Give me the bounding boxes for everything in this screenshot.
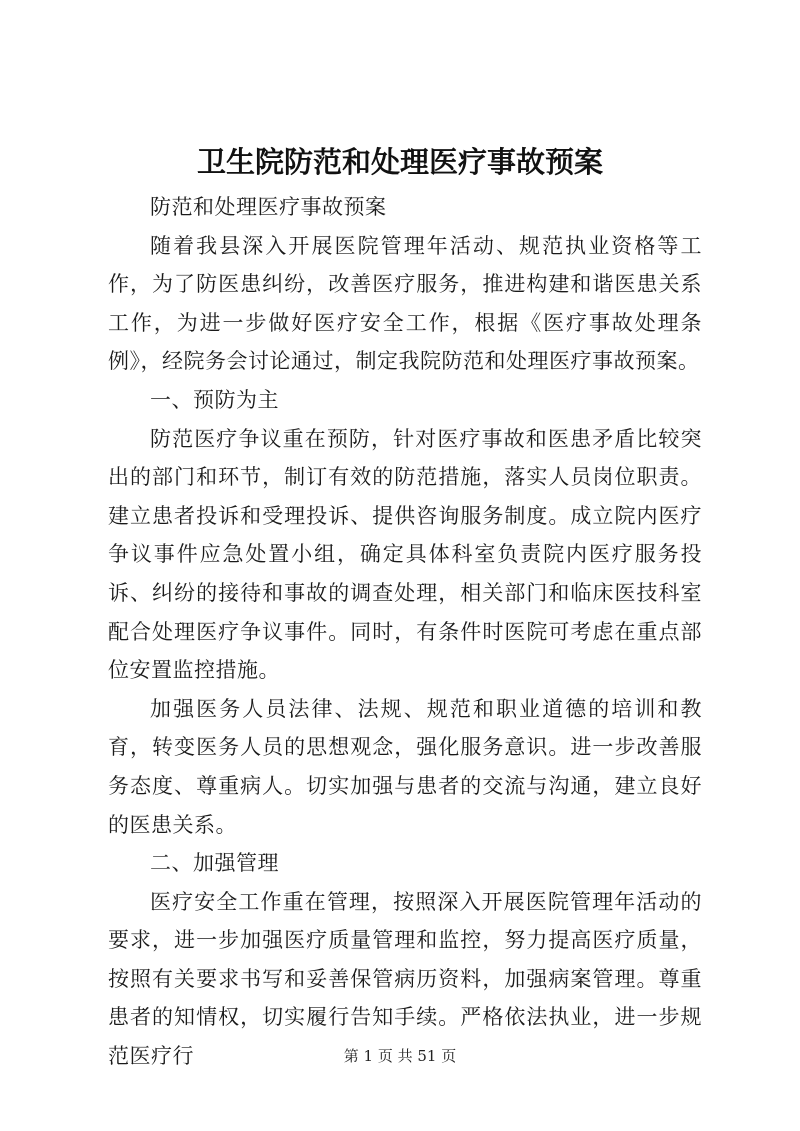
training-paragraph: 加强医务人员法律、法规、规范和职业道德的培训和教育，转变医务人员的思想观念，强化服务意识。进一步改善服务态度、尊重病人。切实加强与患者的交流与沟通，建立良好的医患关系。: [108, 696, 702, 837]
document-title: 卫生院防范和处理医疗事故预案: [196, 145, 603, 179]
page-number-footer: 第 1 页 共 51 页: [343, 1047, 457, 1065]
prevention-paragraph: 防范医疗争议重在预防，针对医疗事故和医患矛盾比较突出的部门和环节，制订有效的防范措施，落实人员岗位职责。建立患者投诉和受理投诉、提供咨询服务制度。成立院内医疗争议事件应急处置小组，确定具体科室负责院内医疗服务投诉、纠纷的接待和事故的调查处理，相关部门和临床医技科室配合处理医疗争议事件。同时，有条件时医院可考虑在重点部位安置监控措施。: [108, 426, 702, 683]
section-heading-prevention: 一、预防为主: [150, 387, 279, 412]
document-body: [108, 188, 702, 1076]
section-heading-management: 二、加强管理: [150, 851, 279, 876]
intro-paragraph: 随着我县深入开展医院管理年活动、规范执业资格等工作，为了防医患纠纷，改善医疗服务，推进构建和谐医患关系工作，为进一步做好医疗安全工作，根据《医疗事故处理条例》，经院务会讨论通过，制定我院防范和处理医疗事故预案。: [108, 233, 702, 374]
subtitle-paragraph: 防范和处理医疗事故预案: [150, 195, 387, 219]
management-paragraph: 医疗安全工作重在管理，按照深入开展医院管理年活动的要求，进一步加强医疗质量管理和监控，努力提高医疗质量，按照有关要求书写和妥善保管病历资料，加强病案管理。尊重患者的知情权，切实履行告知手续。严格依法执业，进一步规范医疗行: [108, 889, 702, 1069]
